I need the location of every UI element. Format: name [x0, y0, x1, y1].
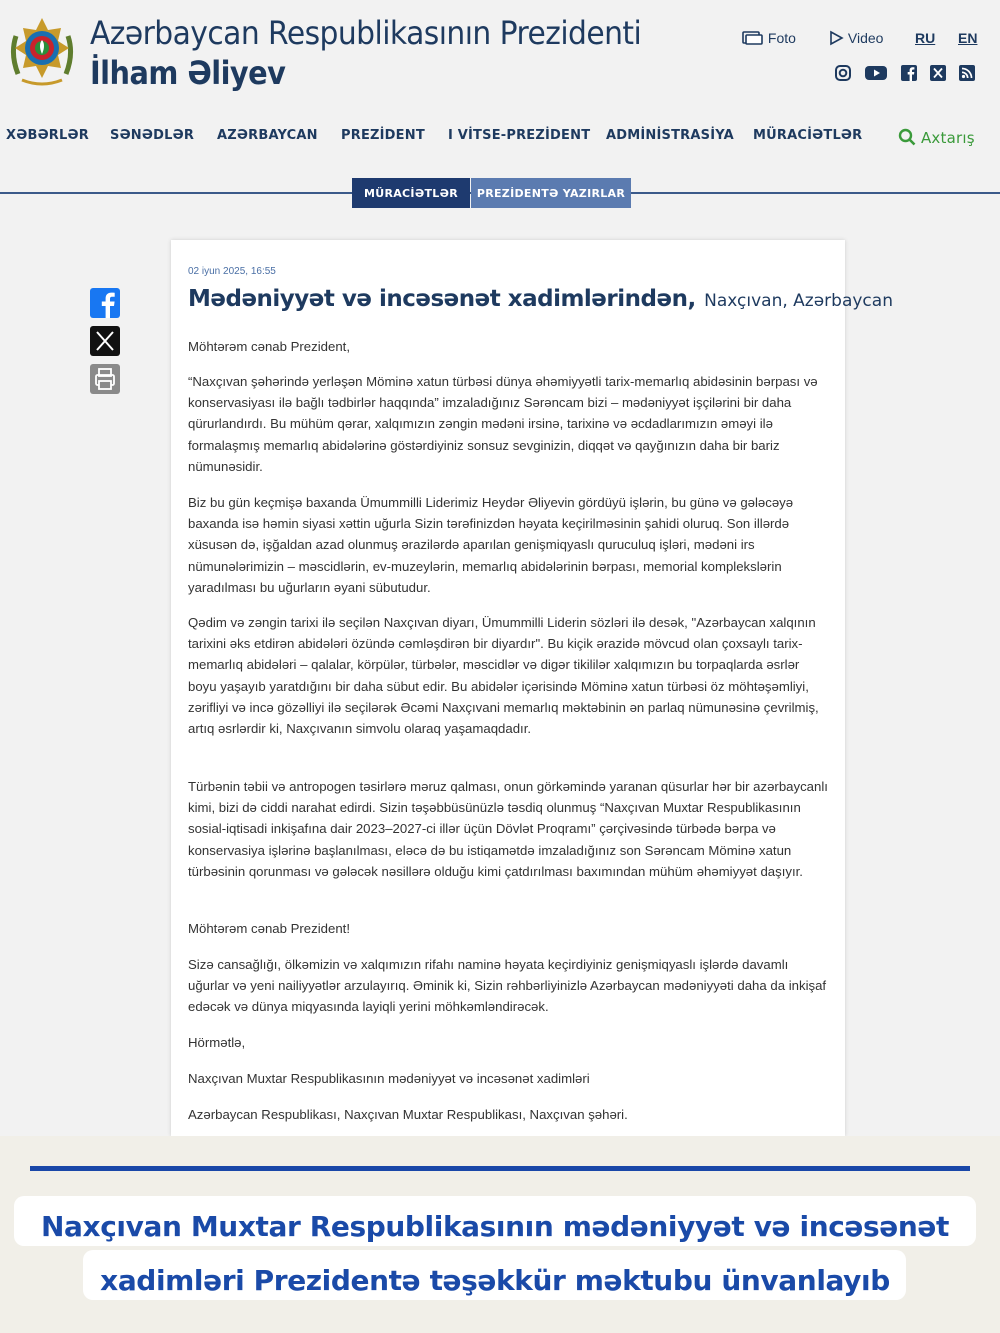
search-icon [898, 128, 916, 146]
nav-item-appeals[interactable]: MÜRACİƏTLƏR [753, 128, 863, 143]
video-link[interactable]: Video [828, 30, 883, 46]
youtube-icon[interactable] [864, 64, 888, 82]
headline-text: Mədəniyyət və incəsənət xadimlərindən, [188, 286, 696, 312]
article-date: 02 iyun 2025, 16:55 [188, 266, 276, 277]
article-paragraph: “Naxçıvan şəhərində yerləşən Möminə xatun türbəsi dünya əhəmiyyətli tarix-memarlıq abidəsinin bərpası və konservasiyası ilə bağlı tədbirlər haqqında” imzaladığınız Sərəncam bizi – mədəniyyət işçilərini bir daha qürurlandırdı. Bu mühüm qərar, xalqımızın zəngin mədəni irsinə, tarixinə və əcdadlarımızın əməyi ilə formalaşmış memarlıq abidələrinə göstərdiyiniz sonsuz sevginizin, diqqət və qayğınızın daha bir bariz nümunəsidir. [188, 374, 818, 474]
print-icon[interactable] [90, 364, 120, 394]
nav-item-vice-president[interactable]: I VİTSE-PREZİDENT [448, 128, 591, 143]
subnav-tab-appeals[interactable]: MÜRACİƏTLƏR [352, 178, 470, 208]
state-emblem-icon[interactable] [8, 14, 76, 90]
play-icon [828, 30, 844, 46]
caption-divider [30, 1166, 970, 1171]
article-paragraph: Möhtərəm cənab Prezident, [188, 339, 350, 354]
site-title[interactable]: Azərbaycan Respublikasının Prezidenti [90, 14, 642, 52]
facebook-icon[interactable] [900, 64, 918, 82]
article-paragraph: Türbənin təbii və antropogen təsirlərə məruz qalması, onun görkəmində yaranan qüsurlar hər bir azərbaycanlı kimi, bizi də ciddi narahat edirdi. Sizin təşəbbüsünüzlə təsdiq olunmuş “Naxçıvan Muxtar Respublikasının sosial-iqtisadi inkişafına dair 2023–2027-ci illər üçün Dövlət Proqramı” çərçivəsində türbədə bərpa və konservasiya işlərinə başlanılması, eləcə də bu istiqamətdə imzaladığınız son Sərəncam Möminə xatun türbəsinin qorunması və gələcək nəsillərə olduğu kimi çatdırılması baxımından mühüm əhəmiyyət daşıyır. [188, 779, 828, 879]
article-paragraph: Sizə cansağlığı, ölkəmizin və xalqımızın rifahı naminə həyata keçirdiyiniz genişmiqyaslı işlərdə davamlı uğurlar və yeni nailiyyətlər arzulayırıq. Əminik ki, Sizin rəhbərliyinizlə Azərbaycan mədəniyyəti daha da inkişaf edəcək və dünya miqyasında layiqli yerini möhkəmləndirəcək. [188, 957, 827, 1015]
photo-link[interactable]: Foto [742, 30, 796, 46]
x-share-icon[interactable] [90, 326, 120, 356]
article-paragraph: Naxçıvan Muxtar Respublikasının mədəniyyət və incəsənət xadimləri [188, 1071, 590, 1086]
nav-item-documents[interactable]: SƏNƏDLƏR [110, 128, 195, 143]
article-paragraph: Azərbaycan Respublikası, Naxçıvan Muxtar Respublikası, Naxçıvan şəhəri. [188, 1107, 628, 1122]
photo-icon [742, 30, 764, 46]
nav-item-news[interactable]: XƏBƏRLƏR [6, 128, 89, 143]
facebook-share-icon[interactable] [90, 288, 120, 318]
caption-line-1: Naxçıvan Muxtar Respublikasının mədəniyyət və incəsənət [41, 1210, 949, 1243]
x-twitter-icon[interactable] [929, 64, 947, 82]
nav-item-administration[interactable]: ADMİNİSTRASİYA [606, 128, 734, 143]
lang-en-link[interactable]: EN [958, 30, 978, 46]
article-paragraph: Biz bu gün keçmişə baxanda Ümummilli Liderimiz Heydər Əliyevin gördüyü işlərin, bu günə və gələcəyə baxanda isə həmin siyasi xəttin uğurla Sizin tərəfinizdən həyata keçirilməsinin şahidi oluruq. Son illərdə xüsusən də, işğaldan azad olunmuş ərazilərdə aparılan genişmiqyaslı quruculuq işləri, mədəni irs nümunələrimizin – məscidlərin, ev-muzeylərin, memarlıq abidələrinin bərpası, memorial komplekslərin yaradılması bu uğurların əyani sübutudur. [188, 495, 794, 595]
article-paragraph: Qədim və zəngin tarixi ilə seçilən Naxçıvan diyarı, Ümummilli Liderin sözləri ilə desək, "Azərbaycan xalqının tarixini əks etdirən abidələri özündə cəmləşdirən bir diyardır". Bu kiçik ərazidə mövcud olan çoxsaylı tarix-memarlıq abidələri – qalalar, körpülər, türbələr, məscidlər və digər tikililər xalqımızın bu torpaqlarda əsrlər boyu yaşayıb yaratdığını bir daha sübut edir. Bu abidələr içərisində Möminə xatun türbəsi öz möhtəşəmliyi, zərifliyi və incə gözəlliyi ilə seçilərək Əcəmi Naxçıvani memarlıq məktəbinin ən parlaq nümunəsinə çevrilmiş, artıq əsrlərdir ki, Naxçıvanın simvolu olaraq yaşamaqdadır. [188, 615, 819, 737]
site-header [0, 0, 1000, 110]
headline-location: Naxçıvan, Azərbaycan [704, 291, 893, 311]
nav-item-president[interactable]: PREZİDENT [341, 128, 425, 143]
lang-ru-link[interactable]: RU [915, 30, 936, 46]
article-card [171, 240, 893, 1136]
caption-line-2: xadimləri Prezidentə təşəkkür məktubu ünvanlayıb [100, 1264, 890, 1297]
instagram-icon[interactable] [834, 64, 852, 82]
rss-icon[interactable] [958, 64, 976, 82]
search-button[interactable]: Axtarış [898, 128, 975, 147]
article-paragraph: Möhtərəm cənab Prezident! [188, 921, 350, 936]
article-headline [188, 286, 893, 312]
caption-text [14, 1200, 976, 1308]
subnav-tab-letters-to-president[interactable]: PREZİDENTƏ YAZIRLAR [471, 178, 631, 208]
main-nav [0, 126, 1000, 148]
article-paragraph: Hörmətlə, [188, 1035, 246, 1050]
nav-item-azerbaijan[interactable]: AZƏRBAYCAN [217, 128, 318, 143]
president-name[interactable]: İlham Əliyev [90, 54, 286, 92]
